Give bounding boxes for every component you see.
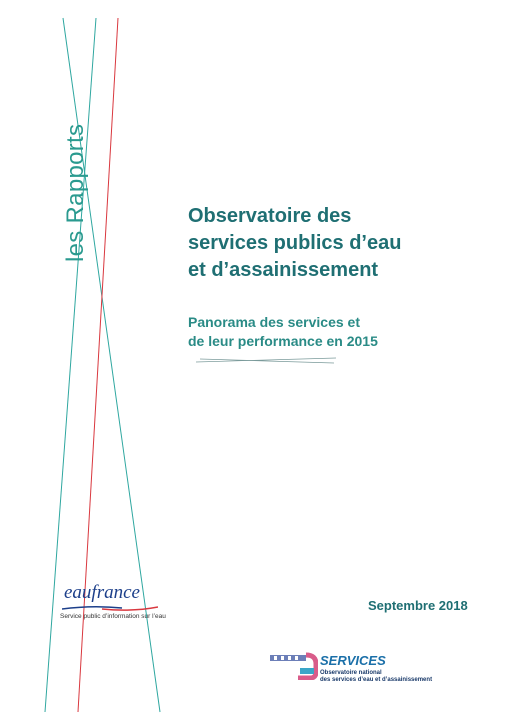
subtitle-line: de leur performance en 2015 bbox=[188, 333, 378, 349]
eaufrance-wordmark: eaufrance bbox=[64, 582, 140, 603]
title-line: et d’assainissement bbox=[188, 259, 379, 281]
report-title bbox=[188, 203, 508, 284]
title-line: Observatoire des bbox=[188, 205, 352, 227]
report-subtitle bbox=[188, 313, 508, 351]
pipe-icon bbox=[270, 652, 318, 680]
series-label: les Rapports bbox=[62, 123, 89, 262]
tricolor-swoosh-icon bbox=[62, 605, 158, 613]
services-description-line: Observatoire national bbox=[320, 670, 382, 676]
publication-date: Septembre 2018 bbox=[368, 598, 468, 613]
services-logo bbox=[270, 652, 470, 688]
services-description bbox=[320, 670, 432, 684]
eaufrance-logo bbox=[60, 578, 170, 622]
services-wordmark: SERVICES bbox=[320, 653, 386, 668]
subtitle-line: Panorama des services et bbox=[188, 314, 360, 330]
title-line: services publics d’eau bbox=[188, 232, 402, 254]
eaufrance-tagline: Service public d’information sur l’eau bbox=[60, 613, 166, 620]
services-description-line: des services d’eau et d’assainissement bbox=[320, 677, 433, 683]
separator-line-1 bbox=[196, 358, 336, 362]
